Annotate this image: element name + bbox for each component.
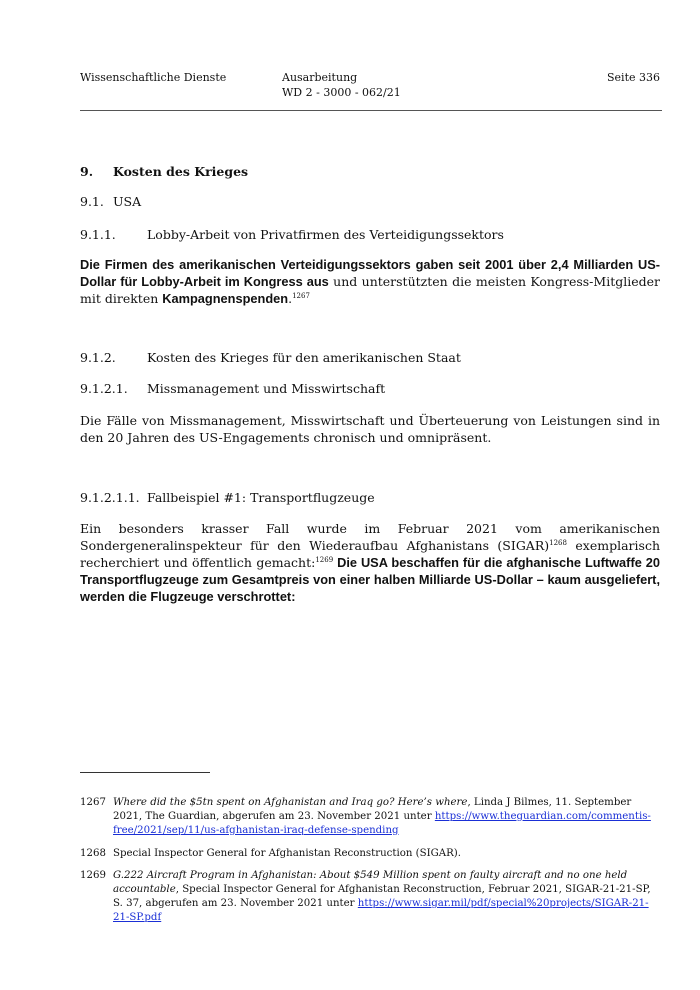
bold-text: Kampagnenspenden bbox=[162, 291, 289, 306]
section-title: Kosten des Krieges bbox=[113, 164, 249, 179]
source-link[interactable]: https://www.sigar.mil/pdf/special%20projects/SIGAR-21-21-SP.pdf bbox=[113, 898, 649, 923]
footnote-1268 bbox=[80, 847, 660, 861]
section-number: 9.1.1. bbox=[80, 227, 116, 242]
body-text: exemplarisch recherchiert und öffentlich gemacht: bbox=[80, 538, 660, 570]
paragraph-mismanagement: Die Fälle von Missmanagement, Misswirtschaft und Überteuerung von Leistungen sind in den 20 Jahren des US-Engagements chronisch und omnipräsent. bbox=[80, 413, 660, 445]
paragraph-lobby bbox=[80, 256, 660, 307]
header-page-number: Seite 336 bbox=[607, 71, 660, 84]
bold-text: Die Firmen des amerikanischen Verteidigungssektors gaben seit 2001 über 2,4 Milliarden US-Dollar für Lobby-Arbeit im Kongress aus bbox=[80, 257, 660, 289]
bold-text: Die USA beschaffen für die afghanische Luftwaffe 20 Transportflugzeuge zum Gesamtpreis von einer halben Milliarde US-Dollar – kaum ausgeliefert, werden die Flugzeuge verschrottet: bbox=[80, 555, 660, 604]
section-number: 9.1. bbox=[80, 194, 104, 209]
footnote-number: 1267 bbox=[80, 797, 106, 808]
header-divider bbox=[80, 110, 662, 111]
source-title: G.222 Aircraft Program in Afghanistan: About $549 Million spent on faulty aircraft and no one held accountable bbox=[113, 870, 628, 895]
body-text: Ein besonders krasser Fall wurde im Februar 2021 vom amerikanischen Sondergeneralinspekteur für den Wiederaufbau Afghanistans (SIGAR) bbox=[80, 521, 660, 553]
footnote-number: 1268 bbox=[80, 848, 106, 859]
header-doc-type: Ausarbeitung bbox=[282, 71, 358, 84]
section-number: 9.1.2. bbox=[80, 350, 116, 365]
section-title: Missmanagement und Misswirtschaft bbox=[147, 381, 386, 396]
header-doc-number: WD 2 - 3000 - 062/21 bbox=[282, 86, 401, 99]
section-number: 9.1.2.1.1. bbox=[80, 490, 140, 505]
source-title: Where did the $5tn spent on Afghanistan and Iraq go? Here’s where bbox=[113, 797, 468, 808]
section-title: USA bbox=[113, 194, 142, 209]
footnote-ref[interactable]: 1269 bbox=[315, 555, 334, 564]
section-title: Fallbeispiel #1: Transportflugzeuge bbox=[147, 490, 375, 505]
footnote-ref[interactable]: 1268 bbox=[549, 538, 567, 547]
footnote-text: , Special Inspector General for Afghanistan Reconstruction, Februar 2021, SIGAR-21-21-SP, S. 37, abgerufen am 23. November 2021 unter bbox=[113, 884, 651, 909]
section-number: 9.1.2.1. bbox=[80, 381, 128, 396]
footnote-1267 bbox=[80, 796, 660, 838]
header-department: Wissenschaftliche Dienste bbox=[80, 71, 227, 84]
footnote-text: Special Inspector General for Afghanistan Reconstruction (SIGAR). bbox=[113, 848, 461, 859]
footnote-number: 1269 bbox=[80, 870, 106, 881]
footnote-1269 bbox=[80, 869, 660, 925]
footnote-text: , Linda J Bilmes, 11. September 2021, The Guardian, abgerufen am 23. November 2021 unter bbox=[113, 797, 632, 822]
body-text: . bbox=[288, 291, 293, 306]
footnote-divider bbox=[80, 772, 210, 773]
body-text: und unterstützten die meisten Kongress-Mitglieder mit direkten bbox=[80, 274, 660, 306]
paragraph-transport-aircraft bbox=[80, 520, 660, 605]
section-title: Lobby-Arbeit von Privatfirmen des Verteidigungssektors bbox=[147, 227, 504, 242]
section-number: 9. bbox=[80, 164, 94, 179]
section-title: Kosten des Krieges für den amerikanischen Staat bbox=[147, 350, 461, 365]
footnote-ref[interactable]: 1267 bbox=[292, 291, 310, 300]
source-link[interactable]: https://www.theguardian.com/commentis-free/2021/sep/11/us-afghanistan-iraq-defense-spending bbox=[113, 811, 651, 836]
